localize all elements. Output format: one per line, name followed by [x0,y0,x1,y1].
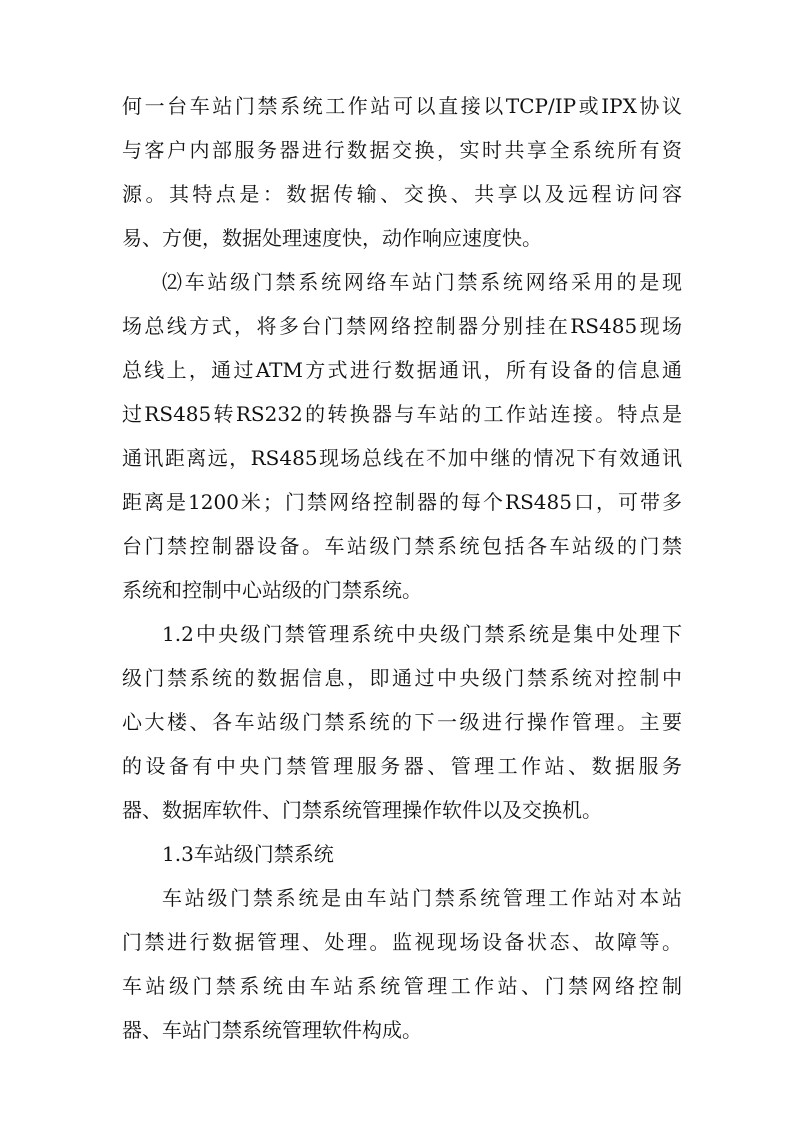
text-line: 台门禁控制器设备。车站级门禁系统包括各车站级的门禁 [122,534,682,558]
text-line: 距离是1200米；门禁网络控制器的每个RS485口，可带多 [122,490,682,514]
text-line: 器、车站门禁系统管理软件构成。 [122,1018,422,1042]
text-line: 何一台车站门禁系统工作站可以直接以TCP/IP或IPX协议 [122,94,682,118]
text-line: 总线上，通过ATM方式进行数据通讯，所有设备的信息通 [122,358,682,382]
text-line: 源。其特点是：数据传输、交换、共享以及远程访问容 [122,182,682,206]
text-line: ⑵车站级门禁系统网络车站门禁系统网络采用的是现 [162,270,682,294]
text-line: 门禁进行数据管理、处理。监视现场设备状态、故障等。 [122,930,682,954]
text-line: 的设备有中央门禁管理服务器、管理工作站、数据服务 [122,754,682,778]
text-line: 心大楼、各车站级门禁系统的下一级进行操作管理。主要 [122,710,682,734]
text-line: 1.2中央级门禁管理系统中央级门禁系统是集中处理下 [162,622,682,646]
text-line: 级门禁系统的数据信息，即通过中央级门禁系统对控制中 [122,666,682,690]
text-line: 车站级门禁系统是由车站门禁系统管理工作站对本站 [162,886,682,910]
text-line: 通讯距离远，RS485现场总线在不加中继的情况下有效通讯 [122,446,682,470]
text-line: 器、数据库软件、门禁系统管理操作软件以及交换机。 [122,798,602,822]
text-line: 过RS485转RS232的转换器与车站的工作站连接。特点是 [122,402,682,426]
text-line: 场总线方式，将多台门禁网络控制器分别挂在RS485现场 [122,314,682,338]
text-line: 易、方便，数据处理速度快，动作响应速度快。 [122,226,542,250]
text-line: 与客户内部服务器进行数据交换，实时共享全系统所有资 [122,138,682,162]
text-line: 车站级门禁系统由车站系统管理工作站、门禁网络控制 [122,974,682,998]
text-line: 系统和控制中心站级的门禁系统。 [122,578,422,602]
heading-line: 1.3车站级门禁系统 [162,842,334,866]
